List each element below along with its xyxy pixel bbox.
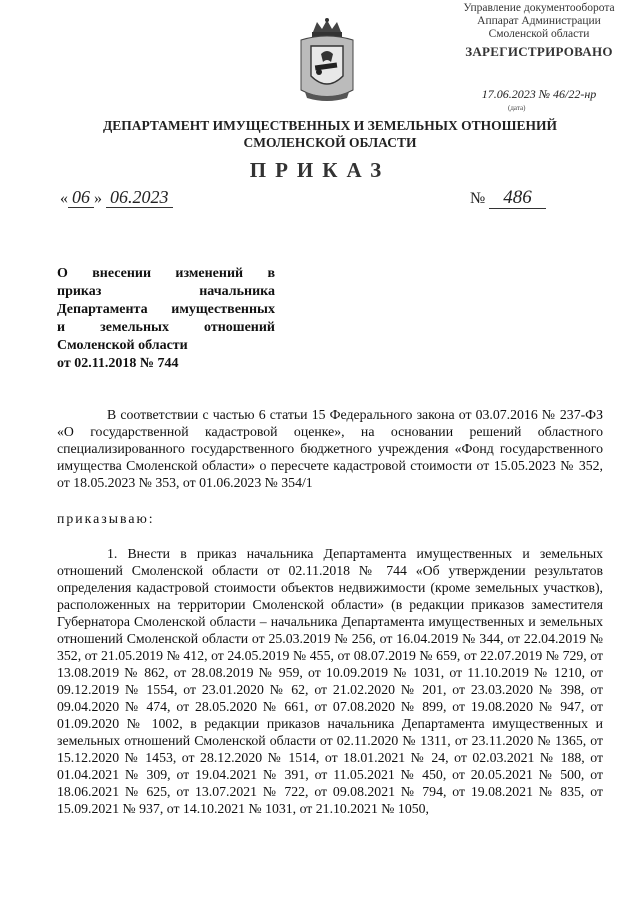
order-month-year: 06.2023	[106, 187, 173, 208]
registration-stamp	[448, 2, 630, 112]
stamp-date-label: (дата)	[508, 104, 526, 112]
subject-line: Департамента имущественных	[57, 302, 275, 317]
department-line: СМОЛЕНСКОЙ ОБЛАСТИ	[243, 135, 417, 150]
stamp-line: Управление документооборота	[463, 2, 615, 14]
subject-line: приказ начальника	[57, 284, 275, 299]
order-title: ПРИКАЗ	[249, 158, 391, 182]
stamp-line: Смоленской области	[488, 28, 590, 40]
stamp-line: Аппарат Администрации	[477, 15, 601, 27]
quote-open: «	[60, 190, 68, 207]
subject-line: и земельных отношений	[57, 320, 275, 335]
quote-close: »	[94, 190, 102, 207]
subject-line: О внесении изменений в	[57, 266, 275, 281]
orders-word: приказываю:	[57, 511, 155, 526]
clause-1-paragraph: 1. Внести в приказ начальника Департамента имущественных и земельных отношений Смоленской области от 02.11.2018 № 744 «Об утверждении результатов определения кадастровой стоимости объектов недвижимости (кроме земельных участков), расположенных на территории Смоленской области» (в редакции приказов заместителя Губернатора Смоленской области – начальника Департамента имущественных и земельных отношений Смоленской области от 25.03.2019 № 256, от 16.04.2019 № 344, от 22.04.2019 № 352, от 21.05.2019 № 412, от 24.05.2019 № 455, от 08.07.2019 № 659, от 22.07.2019 № 729, от 13.08.2019 № 862, от 28.08.2019 № 959, от 10.09.2019 № 1031, от 11.10.2019 № 1210, от 09.12.2019 № 1554, от 23.01.2020 № 62, от 21.02.2020 № 201, от 23.03.2020 № 398, от 09.04.2020 № 474, от 28.05.2020 № 661, от 07.08.2020 № 899, от 19.08.2020 № 947, от 01.09.2020 № 1002, в редакции приказов начальника Департамента имущественных и земельных отношений Смоленской области от 02.11.2020 № 1311, от 23.11.2020 № 1365, от 15.12.2020 № 1453, от 28.12.2020 № 1514, от 18.01.2021 № 24, от 02.03.2021 № 188, от 01.04.2021 № 309, от 19.04.2021 № 391, от 11.05.2021 № 450, от 20.05.2021 № 500, от 18.06.2021 № 625, от 13.07.2021 № 722, от 09.08.2021 № 794, от 19.08.2021 № 835, от 15.09.2021 № 937, от 14.10.2021 № 1031, от 21.10.2021 № 1050,	[57, 546, 603, 816]
stamp-registered: ЗАРЕГИСТРИРОВАНО	[465, 44, 613, 59]
department-line: ДЕПАРТАМЕНТ ИМУЩЕСТВЕННЫХ И ЗЕМЕЛЬНЫХ ОТНОШЕНИЙ	[102, 118, 558, 133]
subject-line: Смоленской области	[57, 338, 188, 353]
order-number-value: 486	[489, 187, 546, 209]
stamp-handwritten-entry: 17.06.2023 № 46/22-нр	[481, 87, 597, 101]
number-sign: №	[470, 190, 486, 207]
subject-line: от 02.11.2018 № 744	[57, 356, 179, 371]
preamble-paragraph: В соответствии с частью 6 статьи 15 Федерального закона от 03.07.2016 № 237-ФЗ «О государственной кадастровой оценке», на основании решений областного специализированного государственного бюджетного учреждения «Фонд государственного имущества Смоленской области» о пересчете кадастровой стоимости от 15.05.2023 № 352, от 18.05.2023 № 353, от 01.06.2023 № 354/1	[57, 407, 603, 490]
department-name	[40, 117, 620, 151]
order-day: 06	[68, 187, 94, 208]
coat-of-arms-icon	[295, 18, 359, 106]
order-number	[470, 187, 546, 209]
order-date	[60, 187, 173, 208]
order-subject	[57, 265, 275, 373]
